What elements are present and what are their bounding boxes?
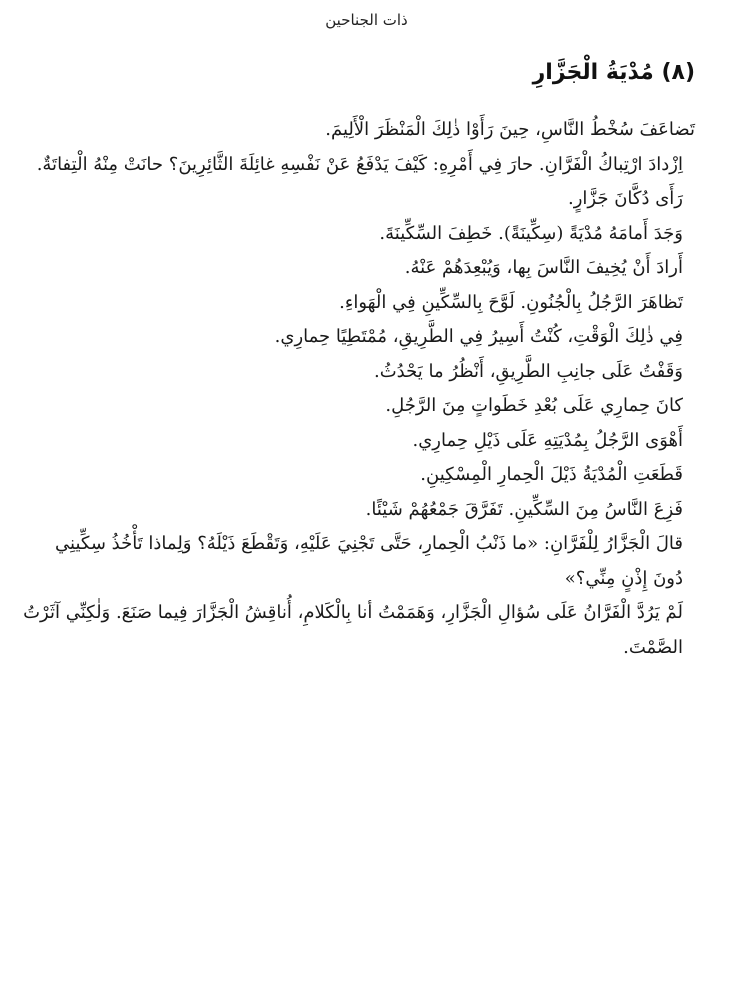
paragraph: وَجَدَ أَمامَهُ مُدْيَةً (سِكِّينَةً). خَطِفَ السِّكِّينَةَ. bbox=[379, 222, 683, 244]
running-header: ذات الجناحين bbox=[325, 11, 408, 29]
paragraph: فِي ذٰلِكَ الْوَقْتِ، كُنْتُ أَسِيرُ فِي الطَّرِيقِ، مُمْتَطِيًا حِمارِي. bbox=[274, 326, 683, 347]
paragraph: تَضاعَفَ سُخْطُ النَّاسِ، حِينَ رَأَوْا ذٰلِكَ الْمَنْظَرَ الْأَلِيمَ. bbox=[325, 119, 695, 140]
paragraph: اِزْدادَ ارْتِباكُ الْفَرَّانِ. حارَ فِي أَمْرِهِ: كَيْفَ يَدْفَعُ عَنْ نَفْسِهِ غائِلَةَ الثَّائِرِينَ؟ حانَتْ مِنْهُ الْتِفاتَةٌ. رَأَى دُكَّانَ جَزَّارٍ. bbox=[36, 153, 683, 209]
chapter-body bbox=[23, 113, 695, 665]
paragraph: تَظاهَرَ الرَّجُلُ بِالْجُنُونِ. لَوَّحَ بِالسِّكِّينِ فِي الْهَواءِ. bbox=[339, 291, 683, 313]
chapter-title: (٨) مُدْيَةُ الْجَزَّارِ bbox=[532, 60, 695, 85]
paragraph: كانَ حِمارِي عَلَى بُعْدِ خَطَواتٍ مِنَ الرَّجُلِ. bbox=[385, 395, 683, 416]
paragraph: قالَ الْجَزَّارُ لِلْفَرَّانِ: «ما ذَنْبُ الْحِمارِ، حَتَّى تَجْنِيَ عَلَيْهِ، وَتَقْطَعَ ذَيْلَهُ؟ وَلِماذا تَأْخُذُ سِكِّينِي دُونَ إِذْنٍ مِنِّي؟» bbox=[55, 533, 683, 589]
paragraph: قَطَعَتِ الْمُدْيَةُ ذَيْلَ الْحِمارِ الْمِسْكِينِ. bbox=[420, 464, 683, 485]
paragraph: أَهْوَى الرَّجُلُ بِمُدْيَتِهِ عَلَى ذَيْلِ حِمارِي. bbox=[412, 429, 683, 451]
paragraph: لَمْ يَرُدَّ الْفَرَّانُ عَلَى سُؤالِ الْجَزَّارِ، وَهَمَمْتُ أنا بِالْكَلامِ، أُناقِشُ الْجَزَّارَ فِيما صَنَعَ. وَلٰكِنِّي آثَرْتُ الصَّمْتَ. bbox=[23, 602, 683, 658]
paragraph: وَقَفْتُ عَلَى جانِبِ الطَّرِيقِ، أَنْظُرُ ما يَحْدُثُ. bbox=[374, 360, 683, 382]
paragraph: أَرادَ أَنْ يُخِيفَ النَّاسَ بِها، وَيُبْعِدَهُمْ عَنْهُ. bbox=[404, 257, 683, 278]
paragraph: فَزِعَ النَّاسُ مِنَ السِّكِّينِ. تَفَرَّقَ جَمْعُهُمْ شَيْئًا. bbox=[365, 498, 683, 520]
